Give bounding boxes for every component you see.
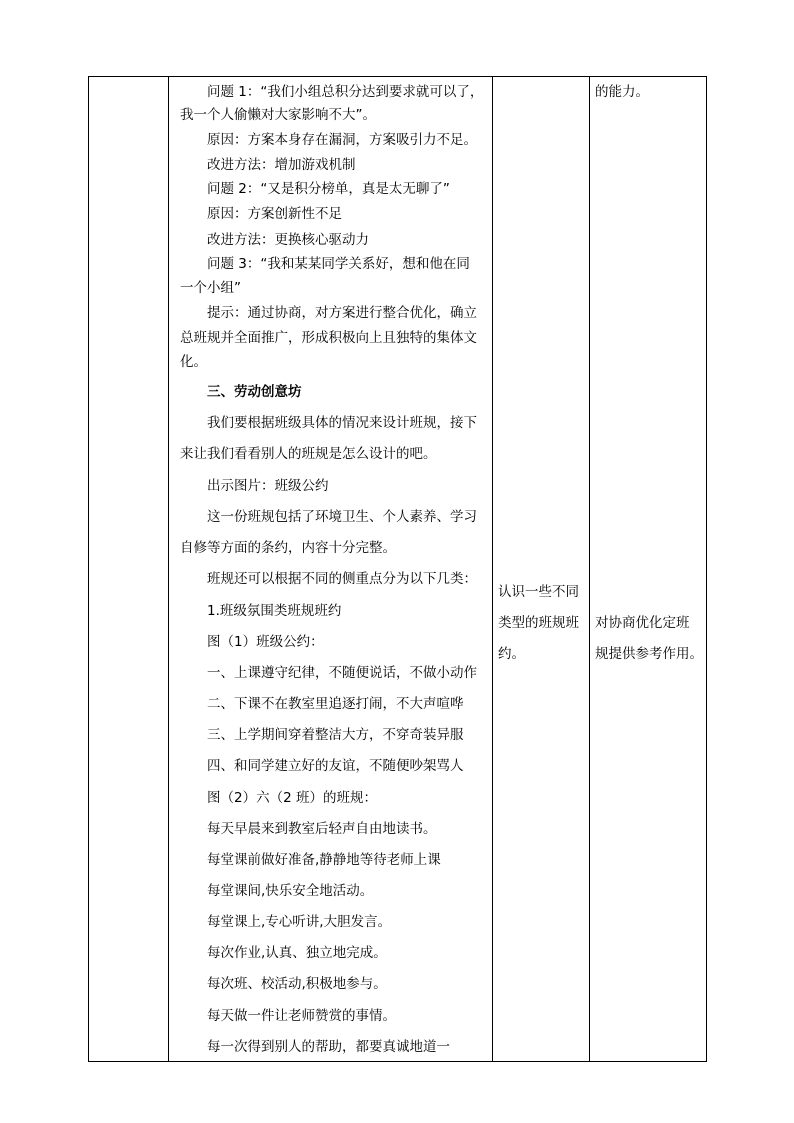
student-activity-line: 认识一些不同 <box>498 584 579 600</box>
content-line: 每一次得到别人的帮助，都要真诚地道一 <box>207 1039 450 1055</box>
student-activity-line: 约。 <box>498 646 525 662</box>
content-line: 每堂课前做好准备,静静地等待老师上课 <box>207 852 441 868</box>
stage-cell <box>89 77 168 1061</box>
content-line: 1.班级氛围类班规班约 <box>207 603 342 619</box>
content-line: 问题 3：“我和某某同学关系好，想和他在同 <box>207 256 470 272</box>
content-line: 图（2）六（2 班）的班规： <box>207 790 377 806</box>
design-intent-cell <box>589 77 708 1061</box>
student-activity-line: 类型的班规班 <box>498 615 579 631</box>
content-line: 每堂课上,专心听讲,大胆发言。 <box>207 914 392 930</box>
content-line: 我一个人偷懒对大家影响不大”。 <box>180 107 376 123</box>
content-line: 总班规并全面推广，形成积极向上且独特的集体文 <box>180 330 477 346</box>
content-line: 每天早晨来到教室后轻声自由地读书。 <box>207 821 437 837</box>
lesson-plan-table <box>88 76 707 1062</box>
content-line: 提示：通过协商，对方案进行整合优化，确立 <box>207 305 477 321</box>
content-line: 班规还可以根据不同的侧重点分为以下几类： <box>207 571 477 587</box>
content-line: 每次作业,认真、独立地完成。 <box>207 945 387 961</box>
content-line: 化。 <box>180 354 207 370</box>
content-line: 二、下课不在教室里追逐打闹，不大声喧哗 <box>207 696 464 712</box>
content-line: 图（1）班级公约： <box>207 634 324 650</box>
section-heading: 三、劳动创意坊 <box>207 384 302 400</box>
content-line: 一个小组” <box>180 280 241 296</box>
content-line: 出示图片：班级公约 <box>207 478 329 494</box>
design-intent-line: 规提供参考作用。 <box>595 646 703 662</box>
content-line: 问题 2：“又是积分榜单，真是太无聊了” <box>207 181 450 197</box>
content-line: 原因：方案创新性不足 <box>207 206 342 222</box>
content-line: 每堂课间,快乐安全地活动。 <box>207 883 374 899</box>
content-line: 原因：方案本身存在漏洞，方案吸引力不足。 <box>207 132 477 148</box>
content-line: 自修等方面的条约，内容十分完整。 <box>180 540 396 556</box>
content-line: 一、上课遵守纪律，不随便说话，不做小动作 <box>207 665 477 681</box>
content-line: 改进方法：增加游戏机制 <box>207 157 356 173</box>
content-line: 每次班、校活动,积极地参与。 <box>207 976 387 992</box>
content-line: 我们要根据班级具体的情况来设计班规，接下 <box>207 415 477 431</box>
content-line: 问题 1：“我们小组总积分达到要求就可以了， <box>207 84 484 100</box>
activity-content-cell <box>168 77 492 1061</box>
content-line: 三、上学期间穿着整洁大方，不穿奇装异服 <box>207 727 464 743</box>
content-line: 每天做一件让老师赞赏的事情。 <box>207 1008 396 1024</box>
design-intent-line: 对协商优化定班 <box>595 615 690 631</box>
content-line: 这一份班规包括了环境卫生、个人素养、学习 <box>207 509 477 525</box>
student-activity-cell <box>492 77 589 1061</box>
design-intent-line: 的能力。 <box>595 84 649 100</box>
content-line: 改进方法：更换核心驱动力 <box>207 232 369 248</box>
content-line: 四、和同学建立好的友谊，不随便吵架骂人 <box>207 758 464 774</box>
content-line: 来让我们看看别人的班规是怎么设计的吧。 <box>180 446 437 462</box>
